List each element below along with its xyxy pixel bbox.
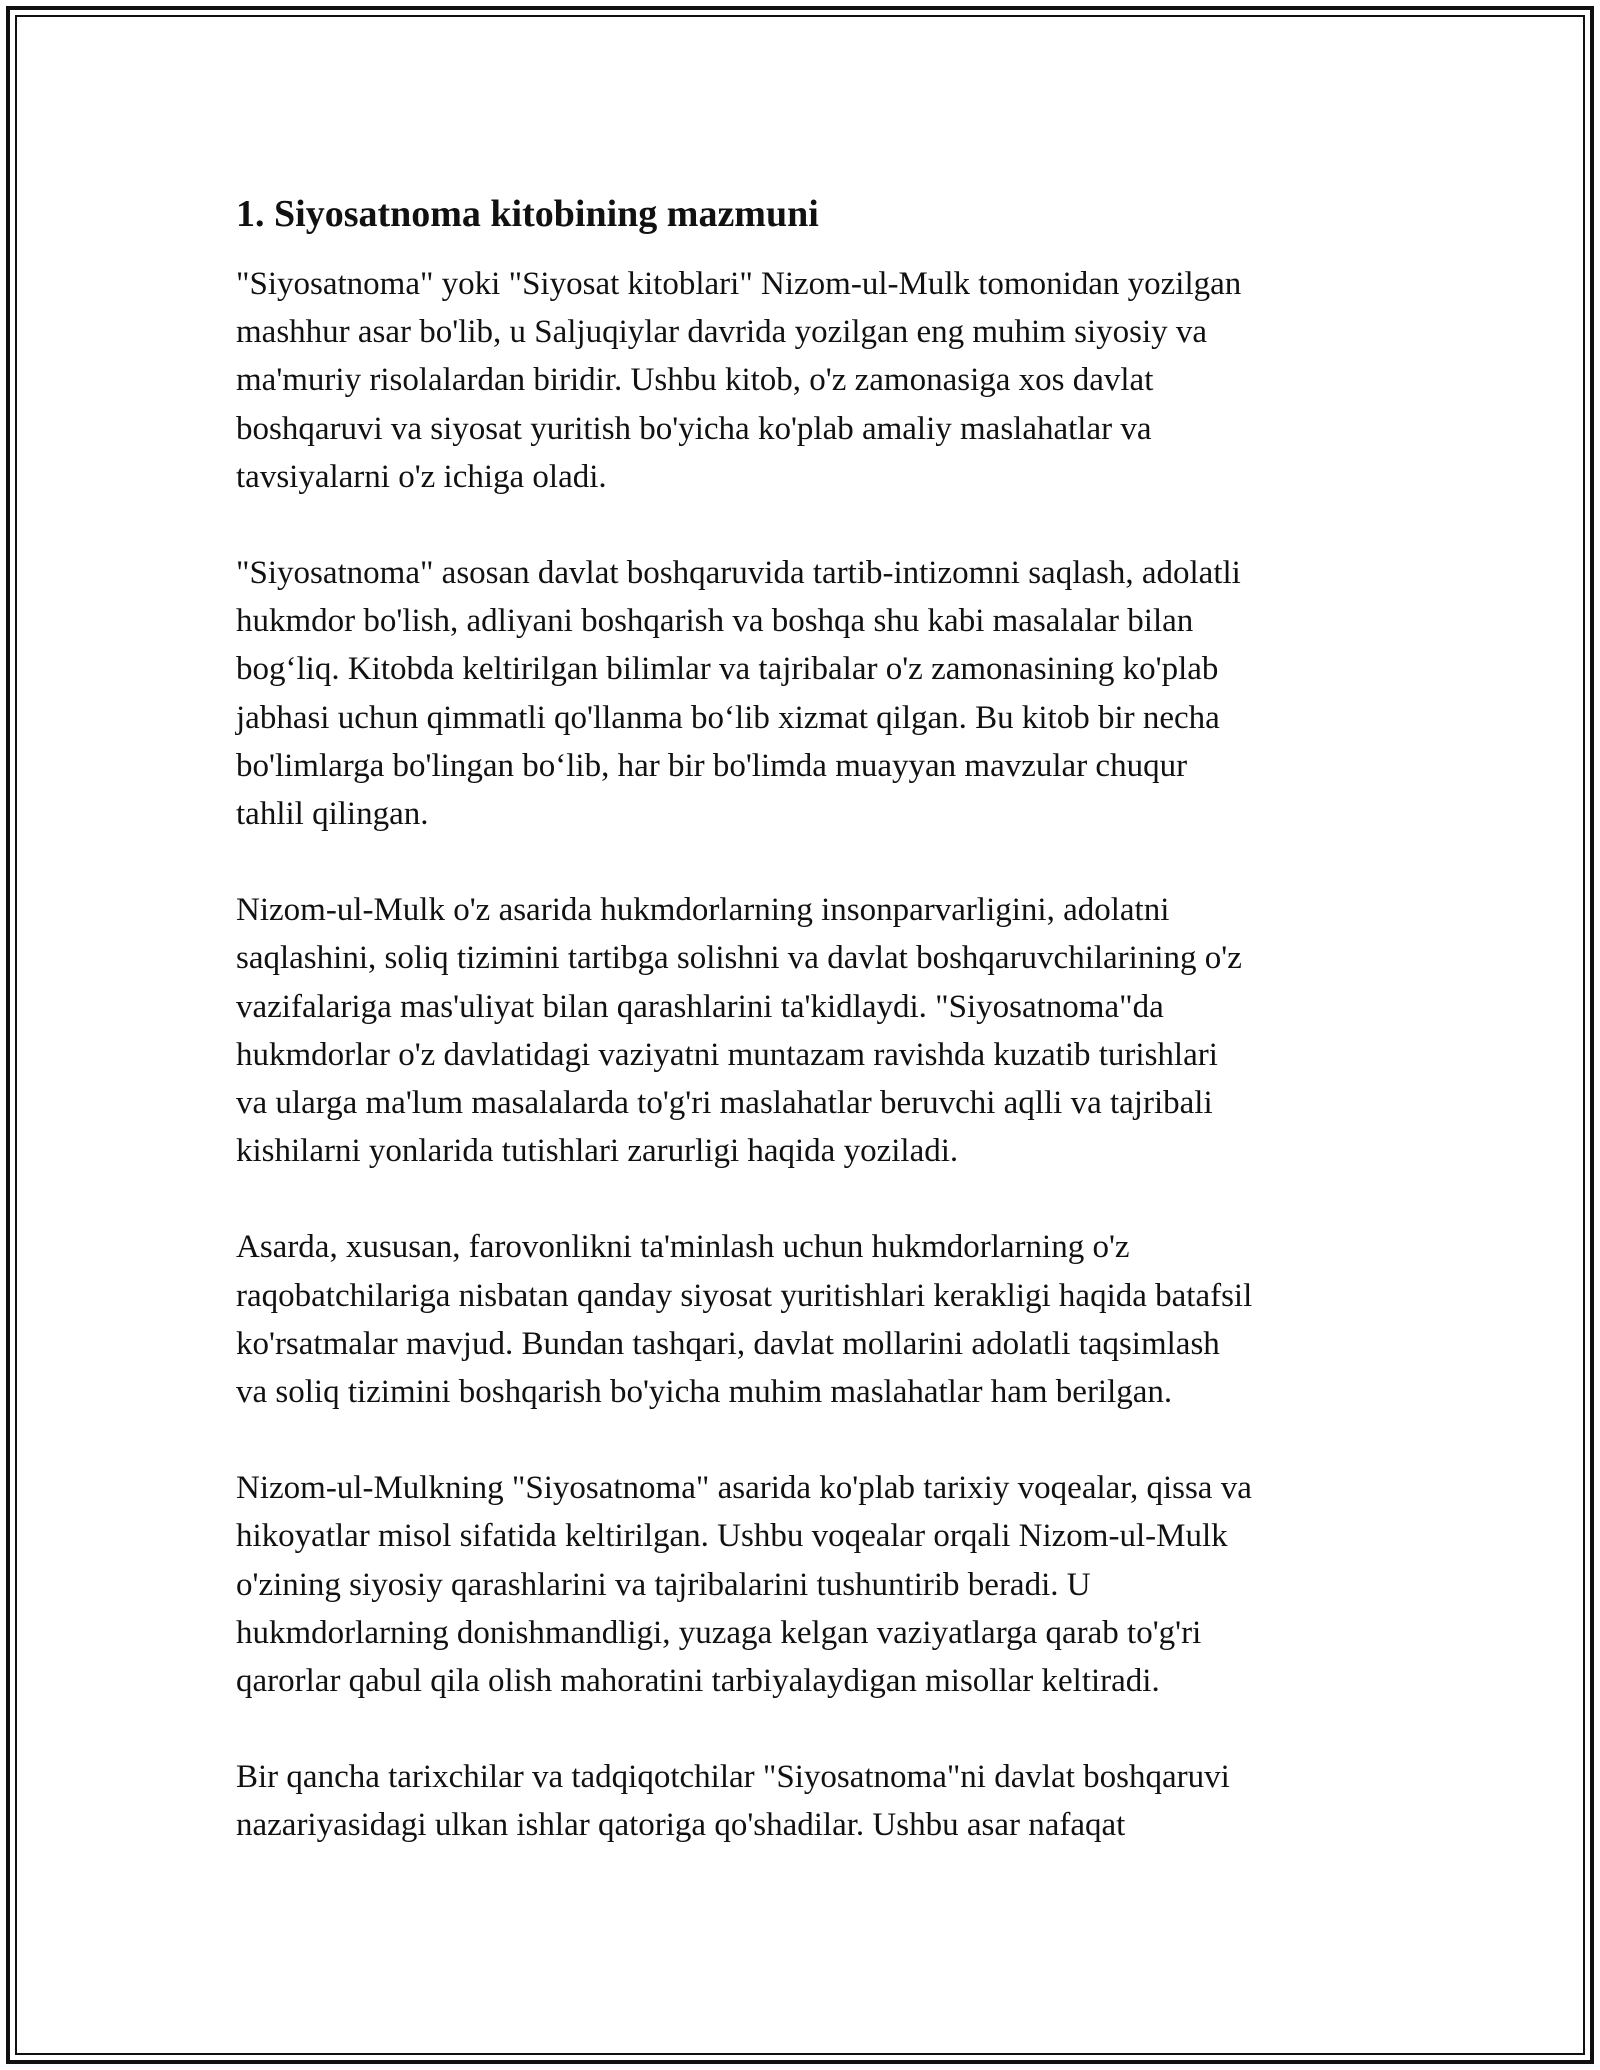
paragraph-4: Asarda, xususan, farovonlikni ta'minlash uchun hukmdorlarning o'z raqobatchilariga nisbatan qanday siyosat yuritishlari kerakligi haqida batafsil ko'rsatmalar mavjud. Bundan tashqari, davlat mollarini adolatli taqsimlash va soliq tizimini boshqarish bo'yicha muhim maslahatlar ham berilgan. [236,1229,1253,1411]
section-heading: 1. Siyosatnoma kitobining mazmuni [236,193,819,235]
document-body [236,190,1376,1898]
paragraph-6: Bir qancha tarixchilar va tadqiqotchilar "Siyosatnoma"ni davlat boshqaruvi nazariyasidagi ulkan ishlar qatoriga qo'shadilar. Ushbu asar nafaqat [236,1759,1230,1844]
paragraph-2: "Siyosatnoma" asosan davlat boshqaruvida tartib-intizomni saqlash, adolatli hukmdor bo'lish, adliyani boshqarish va boshqa shu kabi masalalar bilan bog‘liq. Kitobda keltirilgan bilimlar va tajribalar o'z zamonasining ko'plab jabhasi uchun qimmatli qo'llanma bo‘lib xizmat qilgan. Bu kitob bir necha bo'limlarga bo'lingan bo‘lib, har bir bo'limda muayyan mavzular chuqur tahlil qilingan. [236,555,1241,833]
paragraph-3: Nizom-ul-Mulk o'z asarida hukmdorlarning insonparvarligini, adolatni saqlashini, soliq tizimini tartibga solishni va davlat boshqaruvchilarining o'z vazifalariga mas'uliyat bilan qarashlarini ta'kidlaydi. "Siyosatnoma"da hukmdorlar o'z davlatidagi vaziyatni muntazam ravishda kuzatib turishlari va ularga ma'lum masalalarda to'g'ri maslahatlar beruvchi aqlli va tajribali kishilarni yonlarida tutishlari zarurligi haqida yoziladi. [236,892,1242,1170]
paragraph-1: "Siyosatnoma" yoki "Siyosat kitoblari" Nizom-ul-Mulk tomonidan yozilgan mashhur asar bo'lib, u Saljuqiylar davrida yozilgan eng muhim siyosiy va ma'muriy risolalardan biridir. Ushbu kitob, o'z zamonasiga xos davlat boshqaruvi va siyosat yuritish bo'yicha ko'plab amaliy maslahatlar va tavsiyalarni o'z ichiga oladi. [236,266,1242,495]
paragraph-5: Nizom-ul-Mulkning "Siyosatnoma" asarida ko'plab tarixiy voqealar, qissa va hikoyatlar misol sifatida keltirilgan. Ushbu voqealar orqali Nizom-ul-Mulk o'zining siyosiy qarashlarini va tajribalarini tushuntirib beradi. U hukmdorlarning donishmandligi, yuzaga kelgan vaziyatlarga qarab to'g'ri qarorlar qabul qila olish mahoratini tarbiyalaydigan misollar keltiradi. [236,1470,1252,1700]
